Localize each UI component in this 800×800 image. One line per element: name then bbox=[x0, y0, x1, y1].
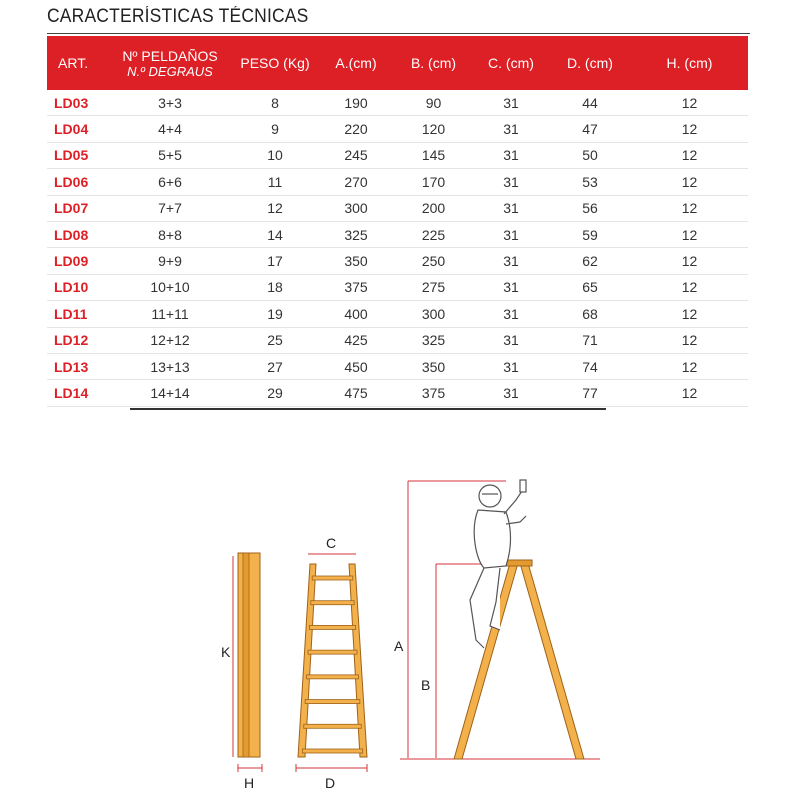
cell-steps: 10+10 bbox=[108, 274, 232, 300]
cell-steps: 12+12 bbox=[108, 327, 232, 353]
front-ladder-rungs bbox=[302, 576, 362, 753]
table-body bbox=[47, 90, 748, 406]
ladder-rung bbox=[312, 576, 353, 580]
label-h: H bbox=[244, 775, 255, 791]
cell-d: 53 bbox=[549, 169, 631, 195]
person-leg-left bbox=[470, 568, 484, 648]
ladder-rung bbox=[309, 625, 355, 629]
side-ladder-back-leg bbox=[520, 563, 584, 759]
cell-d: 74 bbox=[549, 353, 631, 379]
table-bottom-rule bbox=[130, 408, 606, 410]
header-art: ART. bbox=[47, 36, 108, 90]
cell-a: 375 bbox=[318, 274, 394, 300]
cell-a: 425 bbox=[318, 327, 394, 353]
ladder-rung bbox=[311, 601, 354, 605]
cell-a: 220 bbox=[318, 116, 394, 142]
folded-ladder-illustration bbox=[238, 553, 260, 757]
cell-c: 31 bbox=[473, 248, 549, 274]
cell-art: LD14 bbox=[47, 380, 108, 406]
cell-weight: 10 bbox=[232, 142, 318, 168]
cell-weight: 12 bbox=[232, 195, 318, 221]
table-row bbox=[47, 301, 748, 327]
header-a: A.(cm) bbox=[318, 36, 394, 90]
table-row bbox=[47, 248, 748, 274]
cell-d: 47 bbox=[549, 116, 631, 142]
cell-weight: 25 bbox=[232, 327, 318, 353]
cell-c: 31 bbox=[473, 195, 549, 221]
table-row bbox=[47, 142, 748, 168]
cell-h: 12 bbox=[631, 90, 748, 116]
cell-c: 31 bbox=[473, 301, 549, 327]
cell-d: 44 bbox=[549, 90, 631, 116]
cell-weight: 8 bbox=[232, 90, 318, 116]
cell-b: 120 bbox=[394, 116, 473, 142]
cell-art: LD03 bbox=[47, 90, 108, 116]
table-row bbox=[47, 274, 748, 300]
side-ladder-top-cap bbox=[506, 560, 532, 566]
cell-art: LD13 bbox=[47, 353, 108, 379]
cell-h: 12 bbox=[631, 195, 748, 221]
cell-weight: 29 bbox=[232, 380, 318, 406]
cell-steps: 4+4 bbox=[108, 116, 232, 142]
label-a: A bbox=[394, 638, 404, 654]
cell-steps: 5+5 bbox=[108, 142, 232, 168]
cell-weight: 14 bbox=[232, 221, 318, 247]
cell-art: LD05 bbox=[47, 142, 108, 168]
cell-art: LD06 bbox=[47, 169, 108, 195]
dimension-c bbox=[308, 535, 356, 554]
cell-steps: 6+6 bbox=[108, 169, 232, 195]
cell-c: 31 bbox=[473, 90, 549, 116]
cell-h: 12 bbox=[631, 327, 748, 353]
cell-a: 325 bbox=[318, 221, 394, 247]
cell-b: 200 bbox=[394, 195, 473, 221]
header-weight: PESO (Kg) bbox=[232, 36, 318, 90]
cell-c: 31 bbox=[473, 116, 549, 142]
ladder-rung bbox=[308, 650, 357, 654]
cell-a: 245 bbox=[318, 142, 394, 168]
cell-b: 250 bbox=[394, 248, 473, 274]
label-d: D bbox=[325, 775, 336, 791]
dimension-d bbox=[296, 764, 367, 791]
cell-steps: 7+7 bbox=[108, 195, 232, 221]
cell-h: 12 bbox=[631, 169, 748, 195]
cell-art: LD11 bbox=[47, 301, 108, 327]
cell-a: 450 bbox=[318, 353, 394, 379]
page-title: CARACTERÍSTICAS TÉCNICAS bbox=[47, 6, 309, 27]
label-c: C bbox=[326, 535, 337, 551]
dimension-h bbox=[238, 764, 262, 791]
person-torso bbox=[474, 510, 510, 568]
cell-steps: 3+3 bbox=[108, 90, 232, 116]
cell-c: 31 bbox=[473, 169, 549, 195]
cell-h: 12 bbox=[631, 274, 748, 300]
cell-b: 145 bbox=[394, 142, 473, 168]
cell-b: 375 bbox=[394, 380, 473, 406]
cell-h: 12 bbox=[631, 221, 748, 247]
person-head bbox=[479, 485, 501, 507]
cell-a: 190 bbox=[318, 90, 394, 116]
header-steps bbox=[108, 36, 232, 90]
cell-c: 31 bbox=[473, 142, 549, 168]
cell-c: 31 bbox=[473, 327, 549, 353]
cell-a: 400 bbox=[318, 301, 394, 327]
cell-h: 12 bbox=[631, 116, 748, 142]
cell-steps: 13+13 bbox=[108, 353, 232, 379]
header-steps-label: Nº PELDAÑOS bbox=[122, 47, 218, 64]
cell-d: 50 bbox=[549, 142, 631, 168]
specifications-table bbox=[47, 36, 748, 407]
table-row bbox=[47, 353, 748, 379]
cell-h: 12 bbox=[631, 353, 748, 379]
cell-art: LD10 bbox=[47, 274, 108, 300]
cell-a: 300 bbox=[318, 195, 394, 221]
label-b: B bbox=[421, 677, 431, 693]
front-ladder-illustration bbox=[298, 564, 367, 757]
cell-weight: 19 bbox=[232, 301, 318, 327]
cell-d: 62 bbox=[549, 248, 631, 274]
cell-h: 12 bbox=[631, 248, 748, 274]
ladder-diagram bbox=[0, 420, 800, 800]
cell-art: LD07 bbox=[47, 195, 108, 221]
person-tool bbox=[520, 480, 526, 492]
cell-d: 68 bbox=[549, 301, 631, 327]
cell-steps: 14+14 bbox=[108, 380, 232, 406]
cell-b: 350 bbox=[394, 353, 473, 379]
header-steps-sub: N.º DEGRAUS bbox=[127, 63, 213, 79]
folded-ladder-inner-rail bbox=[243, 553, 249, 757]
cell-weight: 27 bbox=[232, 353, 318, 379]
cell-b: 275 bbox=[394, 274, 473, 300]
dimension-k bbox=[221, 556, 233, 757]
cell-weight: 18 bbox=[232, 274, 318, 300]
header-h: H. (cm) bbox=[631, 36, 748, 90]
person-leg-right bbox=[490, 568, 500, 630]
cell-c: 31 bbox=[473, 380, 549, 406]
cell-d: 71 bbox=[549, 327, 631, 353]
cell-c: 31 bbox=[473, 353, 549, 379]
title-divider bbox=[47, 33, 750, 34]
cell-a: 350 bbox=[318, 248, 394, 274]
cell-art: LD08 bbox=[47, 221, 108, 247]
cell-a: 270 bbox=[318, 169, 394, 195]
table-header-row bbox=[47, 36, 748, 90]
cell-steps: 11+11 bbox=[108, 301, 232, 327]
table-row bbox=[47, 169, 748, 195]
cell-h: 12 bbox=[631, 301, 748, 327]
cell-steps: 8+8 bbox=[108, 221, 232, 247]
cell-d: 59 bbox=[549, 221, 631, 247]
ladder-rung bbox=[302, 749, 362, 753]
cell-weight: 11 bbox=[232, 169, 318, 195]
cell-art: LD12 bbox=[47, 327, 108, 353]
cell-b: 325 bbox=[394, 327, 473, 353]
cell-d: 77 bbox=[549, 380, 631, 406]
table-row bbox=[47, 116, 748, 142]
cell-b: 300 bbox=[394, 301, 473, 327]
cell-d: 56 bbox=[549, 195, 631, 221]
cell-b: 170 bbox=[394, 169, 473, 195]
cell-weight: 9 bbox=[232, 116, 318, 142]
ladder-rung bbox=[307, 675, 359, 679]
cell-weight: 17 bbox=[232, 248, 318, 274]
cell-art: LD04 bbox=[47, 116, 108, 142]
side-ladder-front-leg bbox=[454, 563, 518, 759]
ladder-rung bbox=[304, 724, 361, 728]
table-row bbox=[47, 380, 748, 406]
cell-a: 475 bbox=[318, 380, 394, 406]
table-row bbox=[47, 327, 748, 353]
ladder-rung bbox=[305, 700, 360, 704]
cell-c: 31 bbox=[473, 221, 549, 247]
header-b: B. (cm) bbox=[394, 36, 473, 90]
cell-d: 65 bbox=[549, 274, 631, 300]
header-c: C. (cm) bbox=[473, 36, 549, 90]
label-k: K bbox=[221, 644, 231, 660]
header-d: D. (cm) bbox=[549, 36, 631, 90]
cell-b: 225 bbox=[394, 221, 473, 247]
cell-art: LD09 bbox=[47, 248, 108, 274]
table-row bbox=[47, 221, 748, 247]
side-ladder-illustration bbox=[454, 560, 584, 759]
cell-c: 31 bbox=[473, 274, 549, 300]
table-row bbox=[47, 195, 748, 221]
cell-steps: 9+9 bbox=[108, 248, 232, 274]
table-row bbox=[47, 90, 748, 116]
cell-h: 12 bbox=[631, 142, 748, 168]
cell-h: 12 bbox=[631, 380, 748, 406]
cell-b: 90 bbox=[394, 90, 473, 116]
